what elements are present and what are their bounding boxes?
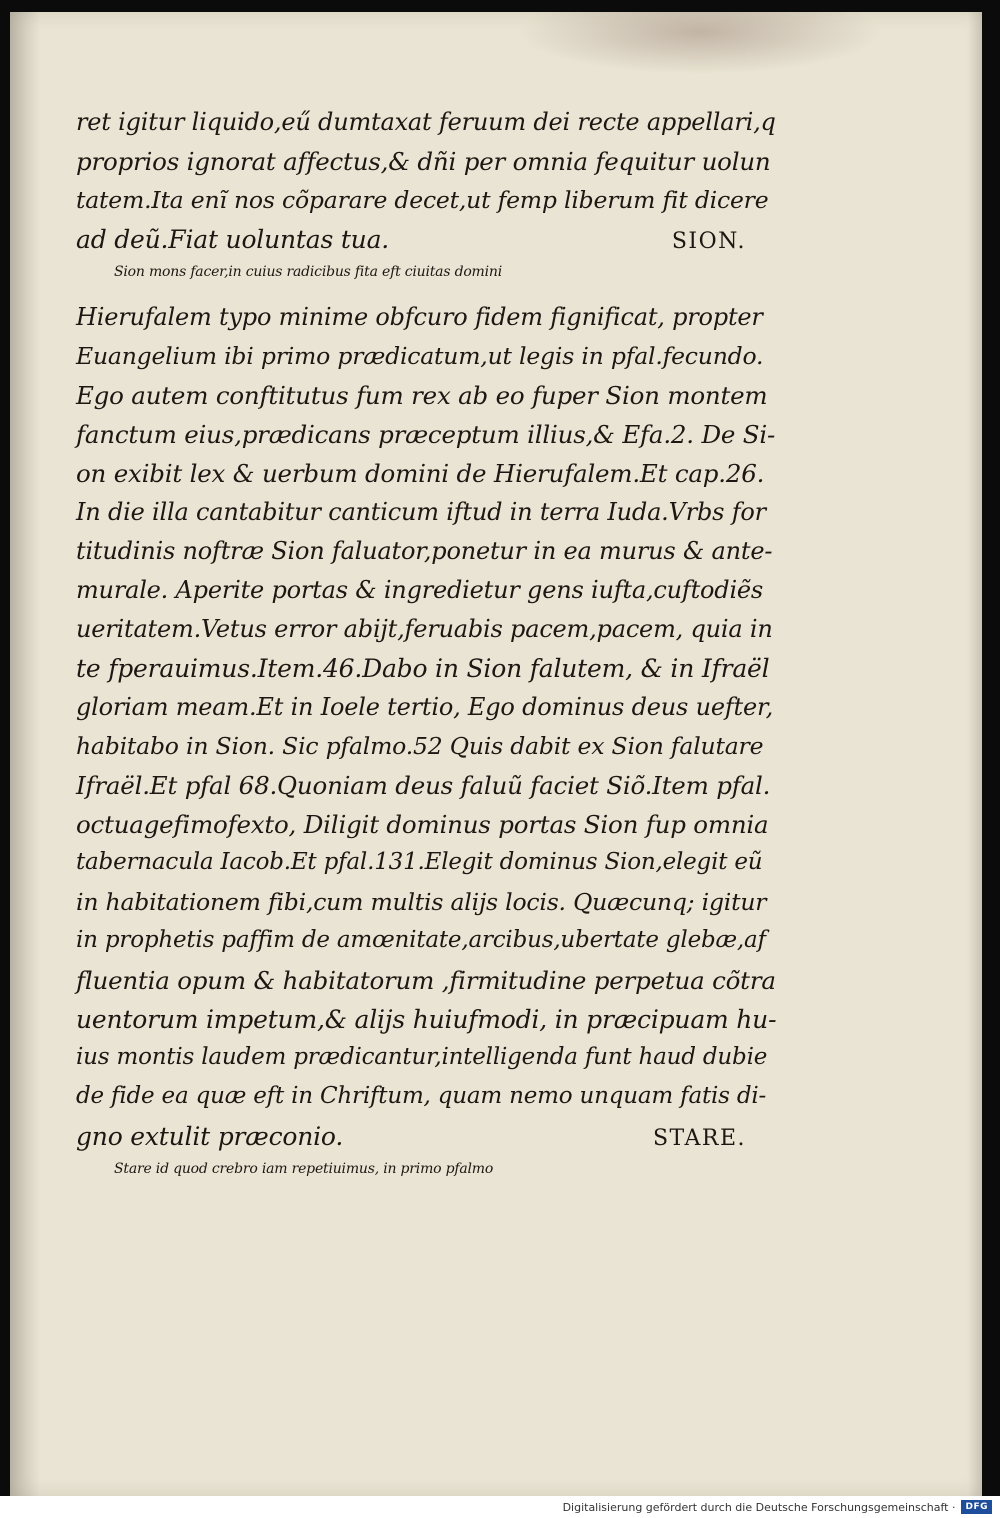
section-heading-sion: SION. <box>671 229 746 254</box>
text-line <box>76 342 776 381</box>
text-line <box>76 303 776 342</box>
dfg-logo-icon: DFG <box>961 1500 992 1514</box>
line-text: on exibit lex & uerbum domini de Hierufalem.Et cap.26. <box>76 459 765 488</box>
line-text: te fperauimus.Item.46.Dabo in Sion falutem, & in Ifraël <box>76 654 770 683</box>
text-line <box>76 771 776 810</box>
text-line <box>76 381 776 420</box>
line-text: Ifraël.Et pfal 68.Quoniam deus faluũ faciet Siõ.Item pfal. <box>76 771 771 800</box>
line-text: ret igitur liquido,eű dumtaxat feruum dei recte appellari,q <box>76 108 776 136</box>
text-line <box>76 576 776 615</box>
text-line <box>76 810 776 849</box>
line-text: habitabo in Sion. Sic pfalmo.52 Quis dabit ex Sion falutare <box>76 732 764 760</box>
footer-credit: Digitalisierung gefördert durch die Deutsche Forschungsgemeinschaft · <box>562 1500 956 1514</box>
line-text: ueritatem.Vetus error abijt,feruabis pacem,pacem, quia in <box>76 615 773 643</box>
text-line <box>76 927 776 966</box>
text-line <box>76 186 776 225</box>
text-line <box>76 108 776 147</box>
line-text: Euangelium ibi primo prædicatum,ut legis in pfal.fecundo. <box>76 342 764 370</box>
line-text: gloriam meam.Et in Ioele tertio, Ego dominus deus uefter, <box>76 693 774 721</box>
line-text: fanctum eius,prædicans præceptum illius,& Efa.2. De Si- <box>76 420 776 449</box>
text-line <box>76 420 776 459</box>
text-line <box>76 1044 776 1083</box>
line-text: de fide ea quæ eft in Chriftum, quam nemo unquam fatis di- <box>76 1083 767 1109</box>
text-line <box>76 459 776 498</box>
line-text: Stare id quod crebro iam repetiuimus, in primo pfalmo <box>114 1161 494 1177</box>
line-text: proprios ignorat affectus,& dñi per omnia fequitur uolun <box>76 147 771 176</box>
text-line <box>76 849 776 888</box>
text-line <box>76 537 776 576</box>
text-line <box>76 147 776 186</box>
line-text: gno extulit præconio. <box>76 1122 344 1151</box>
line-text: In die illa cantabitur canticum iftud in terra Iuda.Vrbs for <box>76 498 766 526</box>
footer-bar <box>0 1496 1000 1518</box>
line-text: ad deũ.Fiat uoluntas tua. <box>76 225 390 254</box>
text-line <box>76 1083 776 1122</box>
text-line <box>76 1161 776 1200</box>
line-text: ius montis laudem prædicantur,intelligenda funt haud dubie <box>76 1044 768 1070</box>
line-text: Ego autem conftitutus fum rex ab eo fuper Sion montem <box>76 381 768 410</box>
text-line <box>76 1005 776 1044</box>
line-text: in prophetis paffim de amœnitate,arcibus,ubertate glebæ,af <box>76 927 766 953</box>
text-line <box>76 888 776 927</box>
line-text: Sion mons facer,in cuius radicibus fita eft ciuitas domini <box>114 264 503 280</box>
text-line <box>76 966 776 1005</box>
line-text: in habitationem fibi,cum multis alijs locis. Quæcunq; igitur <box>76 888 767 916</box>
scanned-page <box>10 12 982 1496</box>
text-line <box>76 498 776 537</box>
text-line <box>76 732 776 771</box>
line-text: tabernacula Iacob.Et pfal.131.Elegit dominus Sion,elegit eũ <box>76 849 763 875</box>
section-heading-stare: STARE. <box>652 1126 746 1151</box>
line-text: octuagefimofexto, Diligit dominus portas Sion fup omnia <box>76 810 769 839</box>
line-text: titudinis noftræ Sion faluator,ponetur in ea murus & ante- <box>76 537 773 565</box>
text-line <box>76 615 776 654</box>
line-text: fluentia opum & habitatorum ,firmitudine perpetua cõtra <box>76 966 776 995</box>
line-text: Hierufalem typo minime obfcuro fidem fignificat, propter <box>76 303 763 331</box>
body-text <box>76 108 776 1200</box>
text-line <box>76 693 776 732</box>
line-text: uentorum impetum,& alijs huiufmodi, in præcipuam hu- <box>76 1005 777 1034</box>
text-line <box>76 225 776 264</box>
text-line <box>76 654 776 693</box>
line-text: murale. Aperite portas & ingredietur gens iufta,cuftodiẽs <box>76 576 764 604</box>
text-line <box>76 264 776 303</box>
line-text: tatem.Ita enĩ nos cõparare decet,ut femp liberum fit dicere <box>76 186 769 214</box>
text-line <box>76 1122 776 1161</box>
